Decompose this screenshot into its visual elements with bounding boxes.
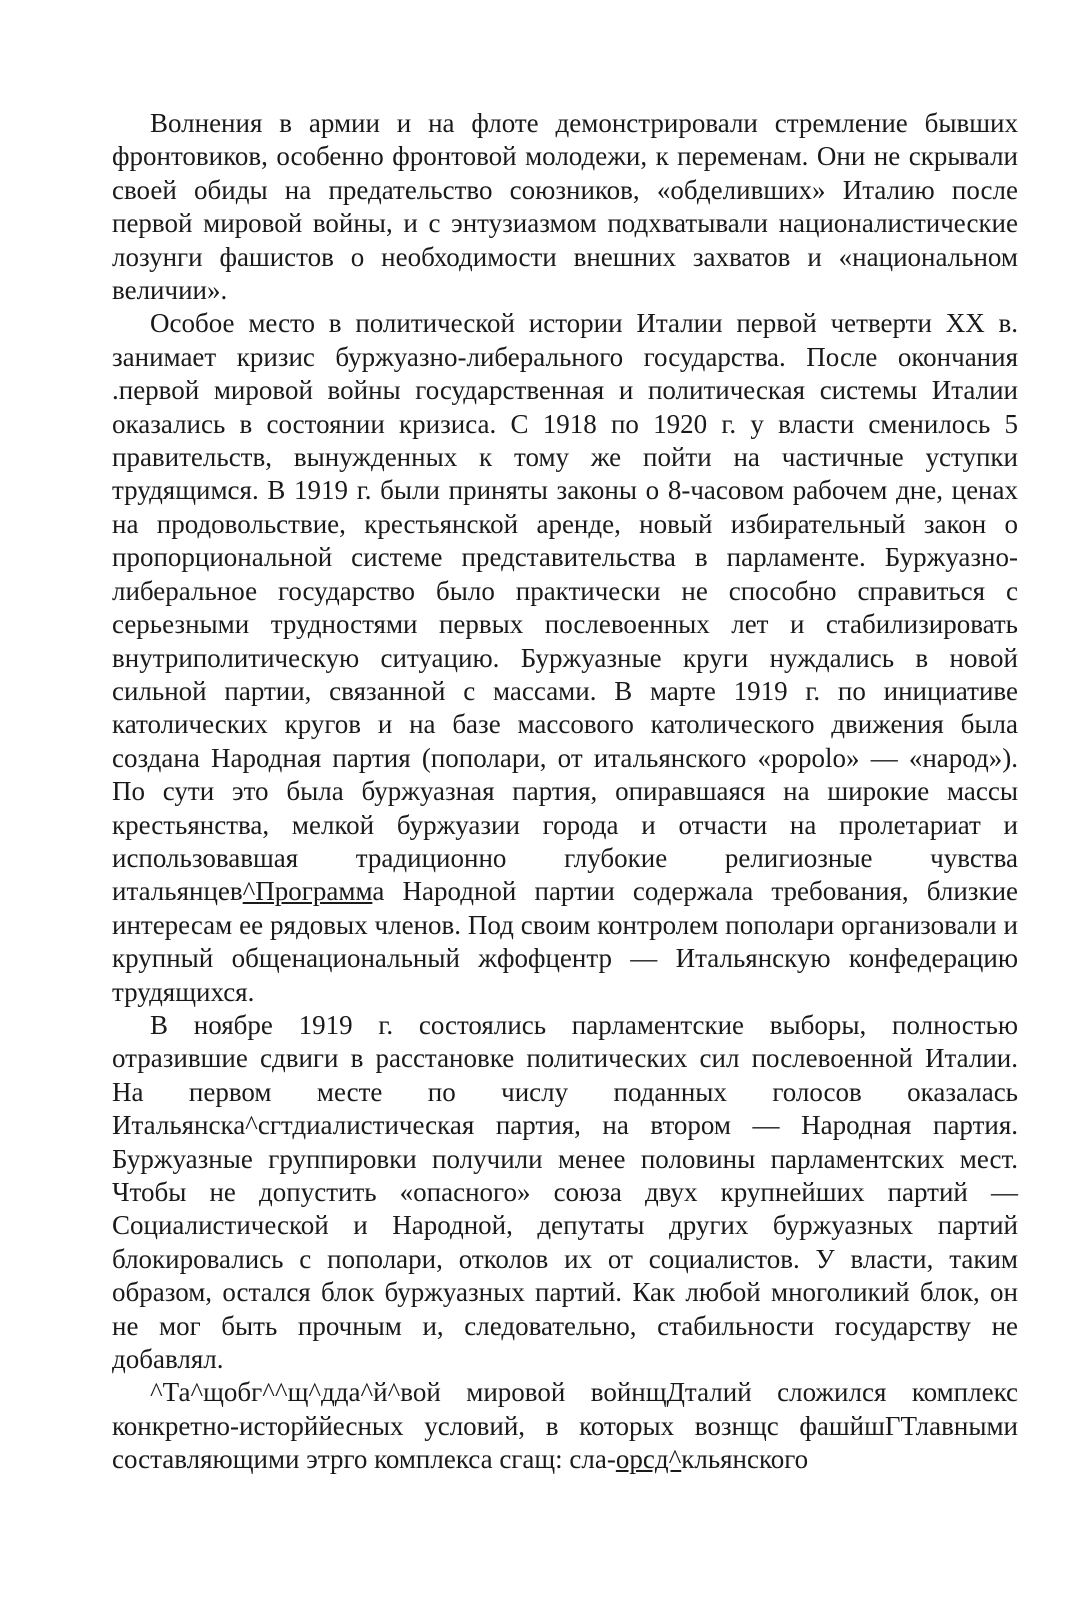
paragraph-text: Волнения в армии и на флоте демонстрировали стремление бывших фронтовиков, особенно фронтовой молодежи, к переменам. Они не скрывали своей обиды на предательство союзников, «обделивших» Италию после первой мировой войны, и с энтузиазмом подхватывали националистические лозунги фашистов о необходимости внешних захватов и «национальном величии».	[112, 108, 1018, 306]
underlined-text: орсд^	[615, 1444, 682, 1475]
paragraph-army-unrest	[112, 107, 1018, 307]
paragraph-1919-elections	[112, 1009, 1018, 1376]
paragraph-text: а Народной партии содержала требования, близкие интересам ее рядовых членов. Под своим контролем пополари организовали и крупный общенациональный жфофцентр — Итальянскую конфедерацию трудящихся.	[112, 876, 1018, 1007]
underlined-text: ^Программ	[242, 876, 373, 907]
document-page	[112, 107, 1018, 1477]
paragraph-text: кльянского	[681, 1444, 809, 1475]
paragraph-liberal-state-crisis	[112, 307, 1018, 1009]
paragraph-text: ^Та^щобг^^щ^дда^й^вой мировой войнщДталий сложился комплекс конкретно-исторййесных условий, в которых вознщс фашйшГТлавными составляющими этрго комплекса сгащ: сла-	[112, 1377, 1018, 1475]
paragraph-text: В ноябре 1919 г. состоялись парламентские выборы, полностью отразившие сдвиги в расстановке политических сил послевоенной Италии. На первом месте по числу поданных голосов оказалась Итальянска^сгтдиалистическая партия, на втором — Народная партия. Буржуазные группировки получили менее половины парламентских мест. Чтобы не допустить «опасного» союза двух крупнейших партий — Социалистической и Народной, депутаты других буржуазных партий блокировались с пополари, отколов их от социалистов. У власти, таким образом, остался блок буржуазных партий. Как любой многоликий блок, он не мог быть прочным и, следовательно, стабильности государству не добавлял.	[112, 1009, 1018, 1375]
paragraph-postwar-conditions	[112, 1376, 1018, 1476]
paragraph-text: Особое место в политической истории Италии первой четверти XX в. занимает кризис буржуазно-либерального государства. После окончания .первой мировой войны государственная и политическая системы Италии оказались в состоянии кризиса. С 1918 по 1920 г. у власти сменилось 5 правительств, вынужденных к тому же пойти на частичные уступки трудящимся. В 1919 г. были приняты законы о 8-часовом рабочем дне, ценах на продовольствие, крестьянской аренде, новый избирательный закон о пропорциональной системе представительства в парламенте. Буржуазно-либеральное государство было практически не способно справиться с серьезными трудностями первых послевоенных лет и стабилизировать внутриполитическую ситуацию. Буржуазные круги нуждались в новой сильной партии, связанной с массами. В марте 1919 г. по инициативе католических кругов и на базе массового католического движения была создана Народная партия (пополари, от итальянского «popolo» — «народ»). По сути это была буржуазная партия, опиравшаяся на широкие массы крестьянства, мелкой буржуазии города и отчасти на пролетариат и использовавшая традиционно глубокие религиозные чувства итальянцев	[112, 308, 1018, 907]
